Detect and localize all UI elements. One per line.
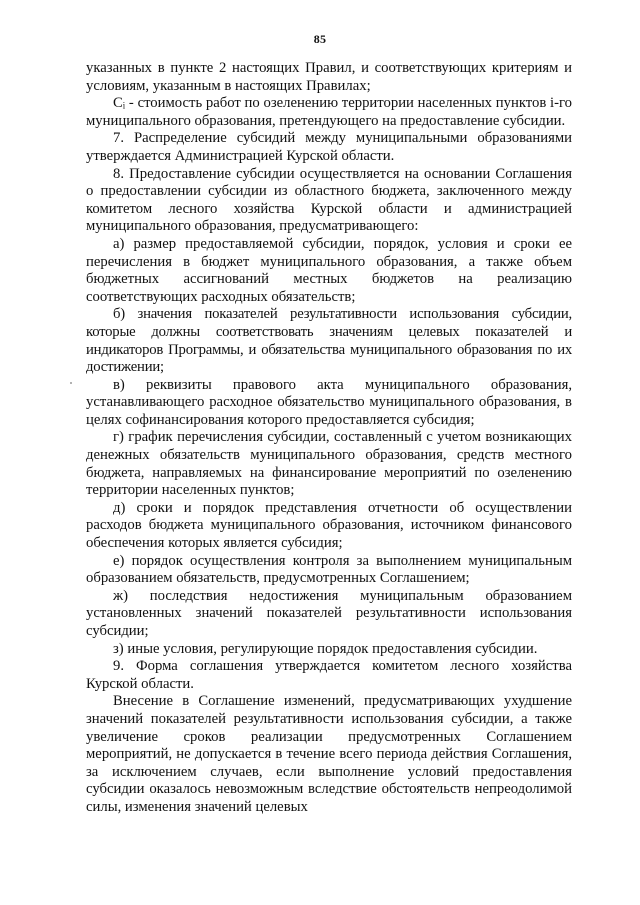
paragraph-subitem-b: б) значения показателей результативности использования субсидии, которые должны соответствовать значениям целевых показателей и индикаторов Программы, и обязательства муниципального образования по их достижении; <box>86 306 572 376</box>
paragraph-subitem-z: з) иные условия, регулирующие порядок предоставления субсидии. <box>113 640 538 657</box>
scan-speck <box>70 382 72 384</box>
paragraph-item-7: 7. Распределение субсидий между муниципальными образованиями утверждается Администрацией Курской области. <box>86 130 572 164</box>
paragraph-subitem-e: е) порядок осуществления контроля за выполнением муниципальным образованием обязательств, предусмотренных Соглашением; <box>86 552 572 587</box>
paragraph-subitem-g: г) график перечисления субсидии, составленный с учетом возникающих денежных обязательств муниципального образования, средств местного бюджета, направляемых на финансирование мероприятий по озеленению территории населенных пунктов; <box>86 429 572 499</box>
paragraph-subitem-zh: ж) последствия недостижения муниципальным образованием установленных значений показателей результативности использования субсидии; <box>86 587 572 639</box>
paragraph-amendments: Внесение в Соглашение изменений, предусматривающих ухудшение значений показателей результативности использования субсидии, а также увеличение сроков реализации предусмотренных Соглашением мероприятий, не допускается в течение всего периода действия Соглашения, за исключением случаев, если выполнение условий предоставления субсидии оказалось невозможным вследствие обстоятельств непреодолимой силы, изменения значений целевых <box>86 693 572 815</box>
paragraph-continuation: указанных в пункте 2 настоящих Правил, и соответствующих критериям и условиям, указанным в настоящих Правилах; <box>86 60 572 94</box>
paragraph-subitem-a: а) размер предоставляемой субсидии, порядок, условия и сроки ее перечисления в бюджет муниципального образования, а также объем бюджетных ассигнований местных бюджетов на реализацию соответствующих расходных обязательств; <box>86 235 572 305</box>
document-body <box>86 60 572 817</box>
paragraph-item-9: 9. Форма соглашения утверждается комитетом лесного хозяйства Курской области. <box>86 658 572 692</box>
paragraph-ci-definition: Cᵢ - стоимость работ по озеленению территории населенных пунктов i-го муниципального образования, претендующего на предоставление субсидии. <box>86 95 572 129</box>
paragraph-item-8: 8. Предоставление субсидии осуществляется на основании Соглашения о предоставлении субсидии из областного бюджета, заключенного между комитетом лесного хозяйства Курской области и администрацией муниципального образования, предусматривающего: <box>86 165 572 235</box>
page-number: 85 <box>313 32 327 46</box>
paragraph-subitem-d: д) сроки и порядок представления отчетности об осуществлении расходов бюджета муниципального образования, источником финансового обеспечения которых является субсидия; <box>86 499 572 552</box>
paragraph-subitem-v: в) реквизиты правового акта муниципального образования, устанавливающего расходное обязательство муниципального образования, в целях софинансирования которого предоставляется субсидия; <box>86 376 572 428</box>
